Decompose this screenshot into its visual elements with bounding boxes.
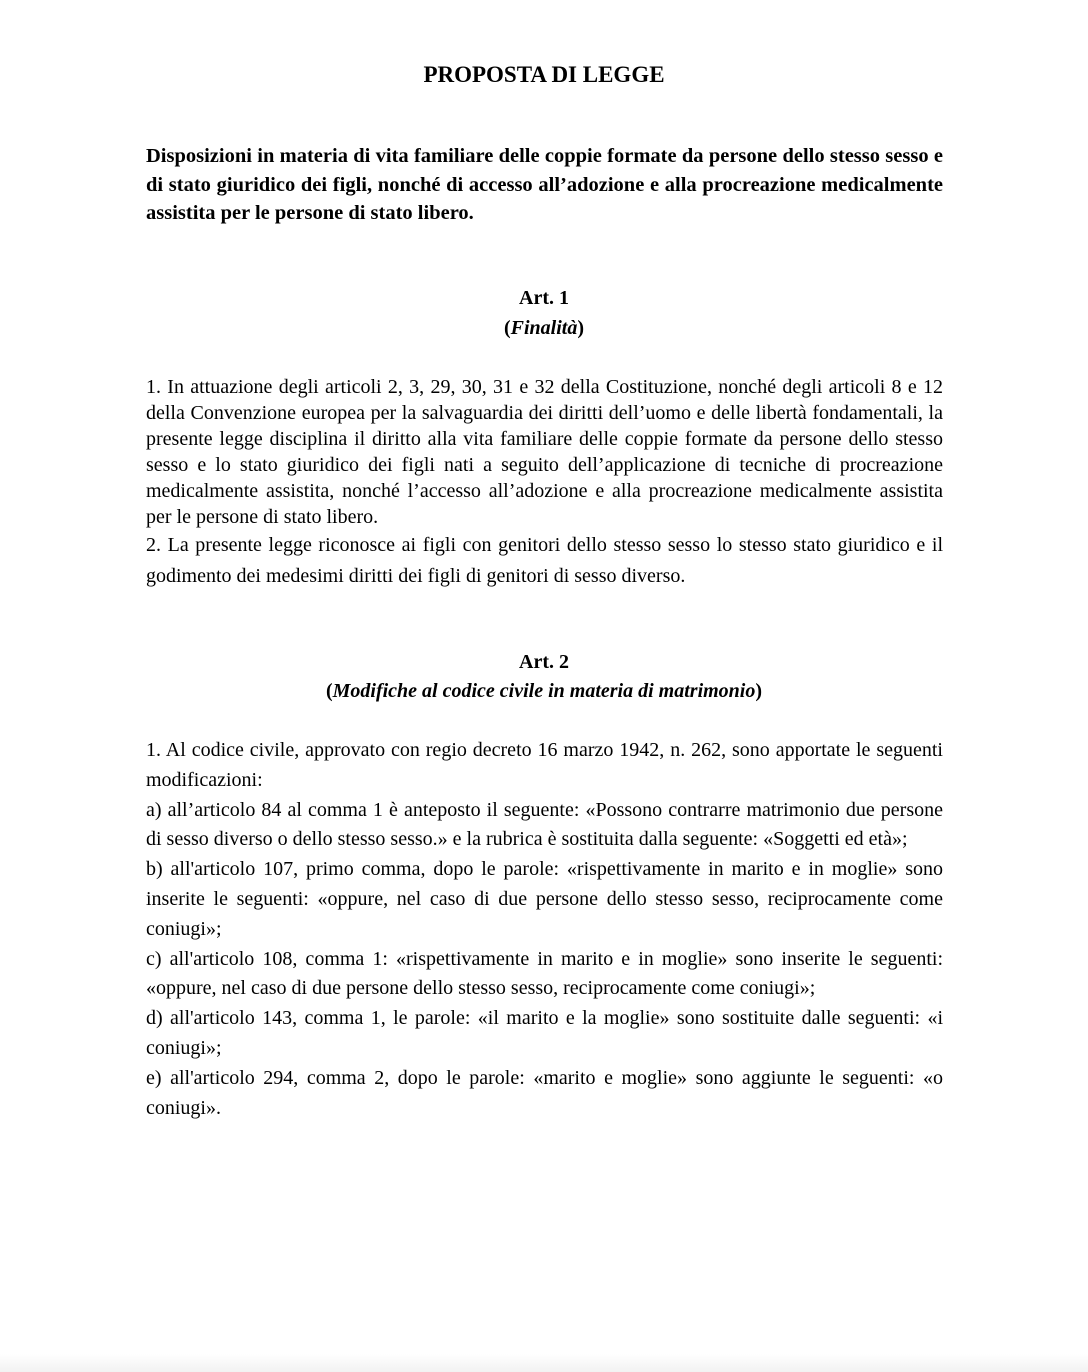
article-1-paragraph-1: 1. In attuazione degli articoli 2, 3, 29, 30, 31 e 32 della Costituzione, nonché degli articoli 8 e 12 della Convenzione europea per la salvaguardia dei diritti dell’uomo e delle libertà fondamentali, la presente legge disciplina il diritto alla vita familiare delle coppie formate da persone dello stesso sesso e lo stato giuridico dei figli nati a seguito dell’applicazione di tecniche di procreazione medicalmente assistita, nonché l’accesso all’adozione e alla procreazione medicalmente assistita per le persone di stato libero. bbox=[146, 376, 943, 528]
article-2-item-c: c) all'articolo 108, comma 1: «rispettivamente in marito e in moglie» sono inserite le seguenti: «oppure, nel caso di due persone dello stesso sesso, reciprocamente come coniugi»; bbox=[146, 947, 943, 1000]
page-bottom-edge bbox=[0, 1354, 1088, 1372]
article-1-body bbox=[146, 374, 943, 592]
article-1-number: Art. 1 bbox=[519, 287, 569, 309]
article-1-rubric-text: Finalità bbox=[510, 317, 578, 339]
article-2-item-d: d) all'articolo 143, comma 1, le parole: «il marito e la moglie» sono sostituite dalle seguenti: «i coniugi»; bbox=[146, 1007, 943, 1059]
document-title: PROPOSTA DI LEGGE bbox=[423, 62, 665, 87]
article-2-number: Art. 2 bbox=[519, 651, 569, 673]
article-2-item-b: b) all'articolo 107, primo comma, dopo le parole: «rispettivamente in marito e in moglie» sono inserite le seguenti: «oppure, nel caso di due persone dello stesso sesso, reciprocamente come coniugi»; bbox=[146, 858, 943, 940]
article-2-body bbox=[146, 736, 943, 1123]
article-2-rubric: (Modifiche al codice civile in materia di matrimonio) bbox=[325, 680, 763, 702]
document-subtitle: Disposizioni in materia di vita familiare delle coppie formate da persone dello stesso sesso e di stato giuridico dei figli, nonché di accesso all’adozione e alla procreazione medicalmente assistita per le persone di stato libero. bbox=[146, 145, 943, 224]
article-2-item-e: e) all'articolo 294, comma 2, dopo le parole: «marito e moglie» sono aggiunte le seguenti: «o coniugi». bbox=[146, 1066, 943, 1119]
article-1-paragraph-2: 2. La presente legge riconosce ai figli con genitori dello stesso sesso lo stesso stato giuridico e il godimento dei medesimi diritti dei figli di genitori di sesso diverso. bbox=[146, 534, 943, 587]
article-1-rubric: (Finalità) bbox=[503, 317, 585, 339]
article-2-rubric-text: Modifiche al codice civile in materia di matrimonio bbox=[332, 680, 756, 702]
article-2-item-a: a) all’articolo 84 al comma 1 è anteposto il seguente: «Possono contrarre matrimonio due persone di sesso diverso o dello stesso sesso.» e la rubrica è sostituita dalla seguente: «Soggetti ed età»; bbox=[146, 798, 943, 851]
article-2-paragraph-1: 1. Al codice civile, approvato con regio decreto 16 marzo 1942, n. 262, sono apportate le seguenti modificazioni: bbox=[146, 739, 943, 791]
